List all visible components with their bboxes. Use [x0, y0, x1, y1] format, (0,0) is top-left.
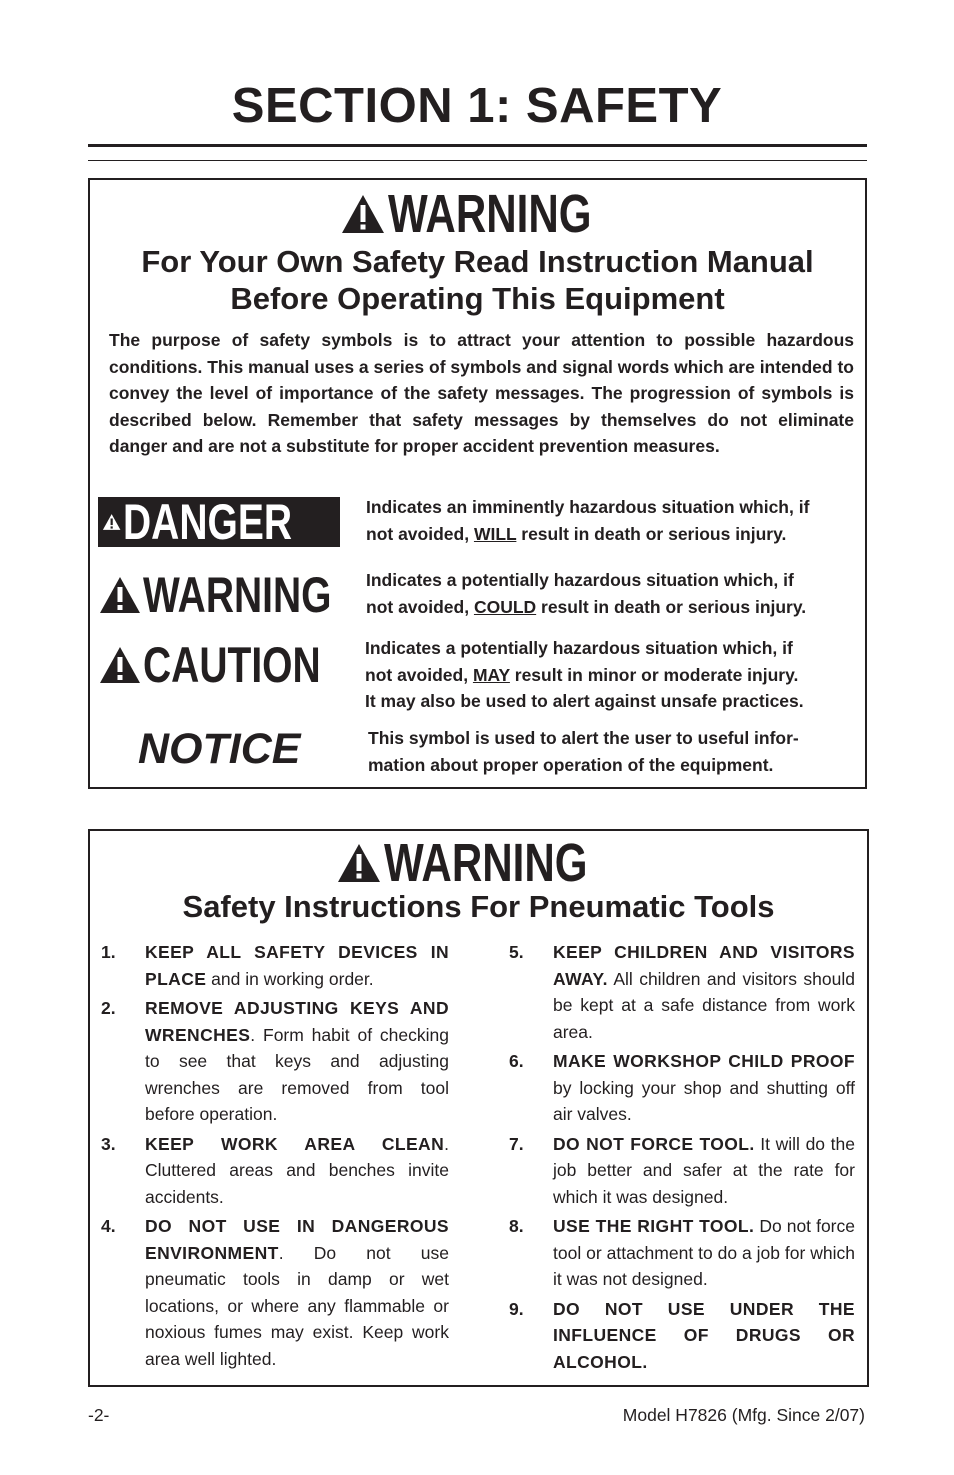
warning-desc-line2: not avoided, COULD result in death or serious injury.	[366, 596, 807, 617]
list-item: 9. DO NOT USE UNDER THE INFLUENCE OF DRUGS OR ALCOHOL.	[509, 1298, 855, 1372]
warning-key-word: COULD	[473, 596, 537, 617]
title-rule-thick	[88, 144, 867, 147]
caution-desc-line1: Indicates a potentially hazardous situation which, if	[365, 638, 793, 658]
warning-triangle-icon	[98, 575, 142, 615]
warning-signal-label	[98, 567, 385, 623]
warning-word: WARNING	[384, 833, 588, 893]
list-item: 2. REMOVE ADJUSTING KEYS AND WRENCHES. Form habit of checking to see that keys and adjusting wrenches are removed from tool before operation.	[101, 998, 449, 1124]
box1-heading-line1: For Your Own Safety Read Instruction Manual	[141, 244, 814, 279]
list-item: 1. KEEP ALL SAFETY DEVICES IN PLACE and in working order.	[101, 942, 449, 989]
title-rule-thin	[88, 160, 867, 161]
caution-desc-line3: It may also be used to alert against unsafe practices.	[365, 691, 804, 711]
list-item: 8. USE THE RIGHT TOOL. Do not force tool or attachment to do a job for which it was not designed.	[509, 1216, 855, 1289]
safety-list-right	[509, 939, 855, 1378]
caution-description	[365, 635, 804, 715]
warning-word: WARNING	[388, 184, 592, 244]
model-footer: Model H7826 (Mfg. Since 2/07)	[622, 1405, 865, 1425]
notice-desc-line2: mation about proper operation of the equipment.	[368, 754, 774, 775]
caution-triangle-icon	[98, 645, 142, 685]
list-item: 5. KEEP CHILDREN AND VISITORS AWAY. All children and visitors should be kept at a safe distance from work area.	[509, 942, 855, 1042]
danger-triangle-icon	[102, 502, 121, 542]
notice-desc-line1: This symbol is used to alert the user to useful infor-	[368, 728, 799, 748]
danger-desc-line1: Indicates an imminently hazardous situation which, if	[366, 497, 810, 517]
warning-desc-line1: Indicates a potentially hazardous situation which, if	[366, 570, 794, 590]
page-number: -2-	[88, 1405, 110, 1425]
warning-signal-header	[336, 835, 645, 891]
safety-list-left	[101, 939, 449, 1375]
warning-triangle-icon	[336, 842, 382, 884]
list-item: 4. DO NOT USE IN DANGEROUS ENVIRONMENT. Do not use pneumatic tools in damp or wet locations, or where any flammable or noxious fumes may exist. Keep work area well lighted.	[101, 1216, 449, 1369]
warning-description	[366, 567, 806, 620]
safety-symbols-box	[88, 178, 867, 789]
list-item: 3. KEEP WORK AREA CLEAN. Cluttered areas and benches invite accidents.	[101, 1133, 449, 1207]
list-item: 7. DO NOT FORCE TOOL. It will do the job better and safer at the rate for which it was designed.	[509, 1133, 855, 1207]
caution-key-word: MAY	[472, 664, 510, 685]
warning-signal-header	[340, 186, 649, 242]
notice-description	[368, 725, 799, 778]
box2-heading: Safety Instructions For Pneumatic Tools	[182, 889, 775, 924]
caution-word: CAUTION	[143, 637, 321, 693]
danger-description	[366, 494, 809, 547]
warning-triangle-icon	[340, 193, 386, 235]
danger-word: DANGER	[123, 494, 293, 550]
caution-signal-label	[98, 637, 371, 693]
caution-desc-line2: not avoided, MAY result in minor or moderate injury.	[365, 664, 799, 685]
notice-signal-label: NOTICE	[138, 725, 301, 773]
page-title: SECTION 1: SAFETY	[231, 79, 723, 133]
danger-key-word: WILL	[473, 523, 517, 544]
list-item: 6. MAKE WORKSHOP CHILD PROOF by locking your shop and shutting off air valves.	[509, 1051, 855, 1124]
danger-signal-label	[98, 494, 340, 550]
pneumatic-safety-box	[88, 829, 869, 1387]
safety-intro-paragraph: The purpose of safety symbols is to attract your attention to possible hazardous conditions. This manual uses a series of symbols and signal words which are intended to convey the level of importance of the safety messages. The progression of symbols is described below. Remember that safety messages by themselves do not eliminate danger and are not a substitute for proper accident prevention measures.	[109, 330, 854, 456]
box1-heading-line2: Before Operating This Equipment	[230, 281, 725, 316]
danger-desc-line2: not avoided, WILL result in death or serious injury.	[366, 523, 787, 544]
warning-level-word: WARNING	[143, 567, 332, 623]
